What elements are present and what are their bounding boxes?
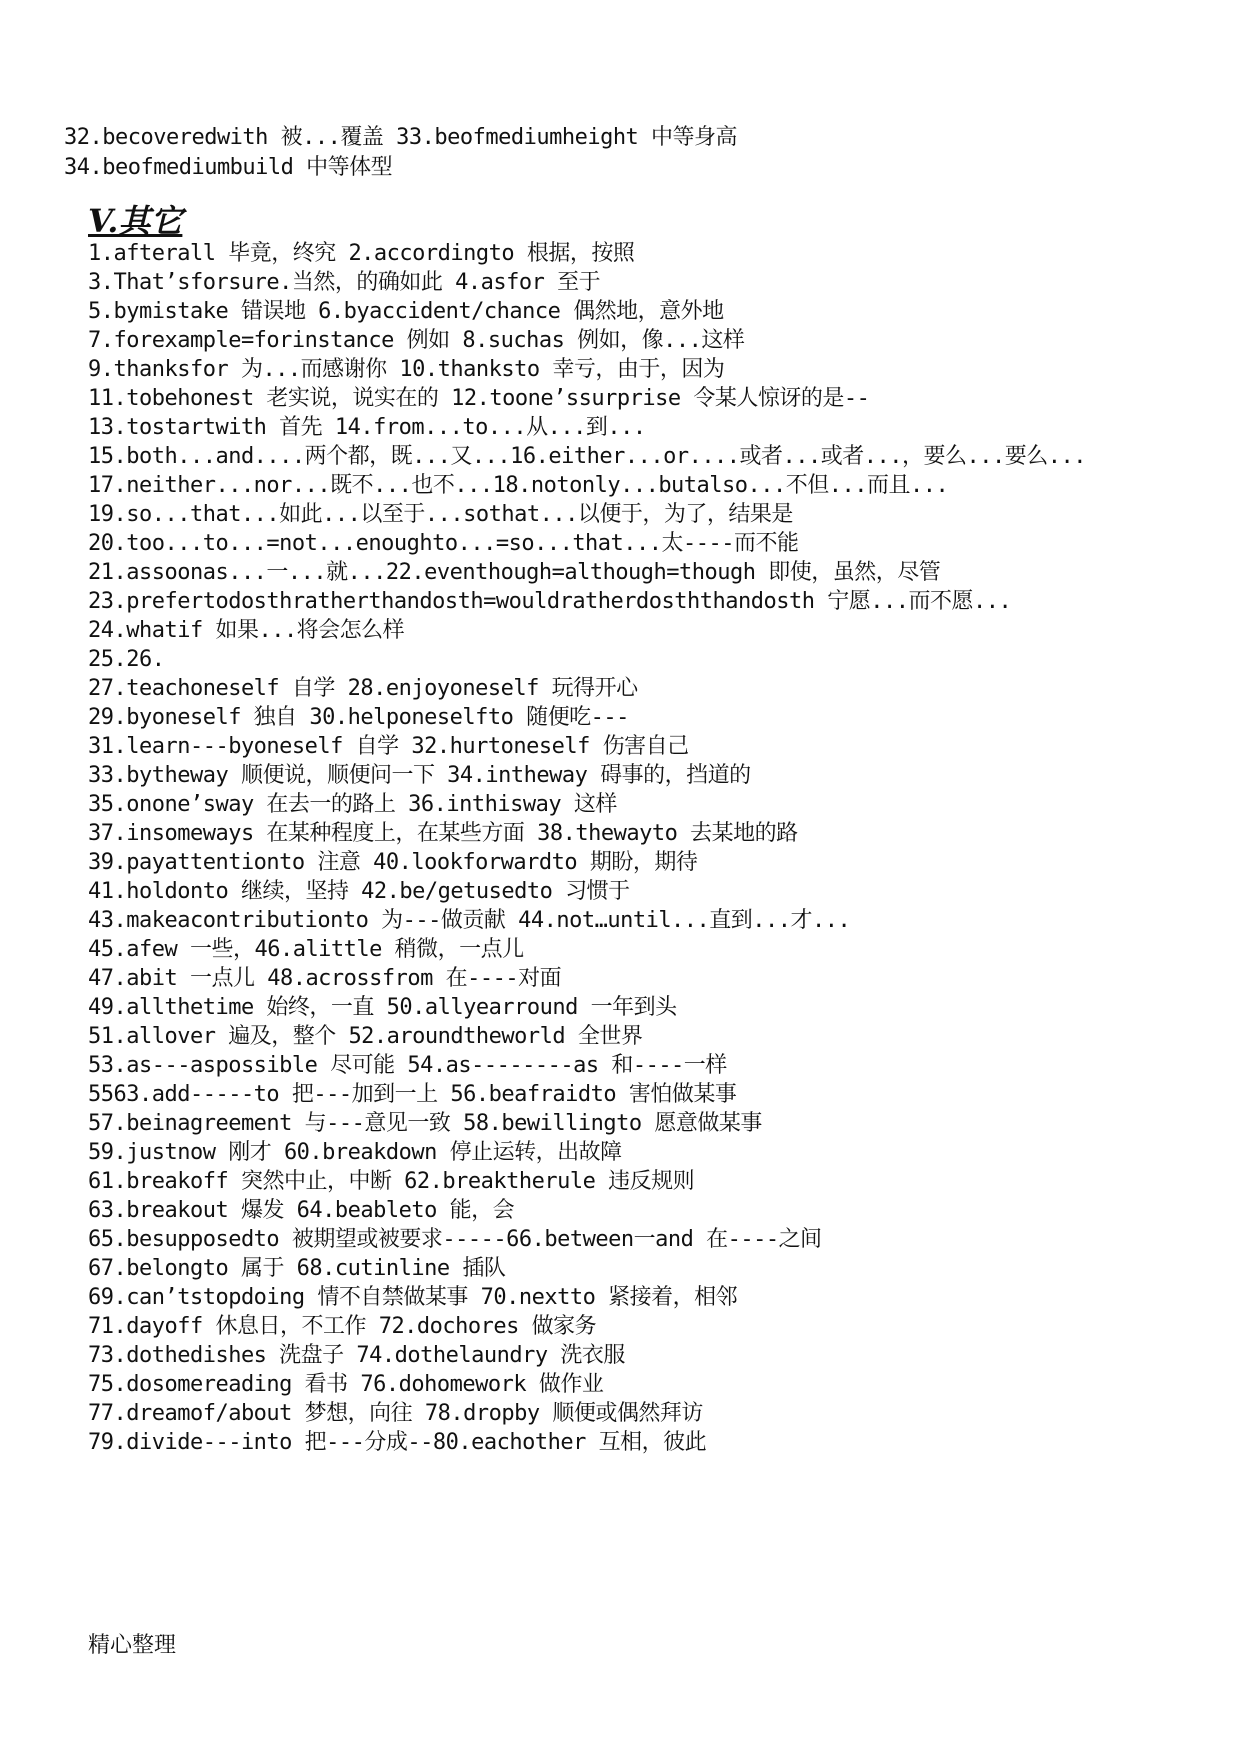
phrase-line: 79.divide---into 把---分成--80.eachother 互相，彼此: [88, 1430, 707, 1455]
phrase-line: 65.besupposedto 被期望或被要求-----66.between一and 在----之间: [88, 1227, 822, 1252]
phrase-line: 37.insomeways 在某种程度上，在某些方面 38.thewayto 去某地的路: [88, 821, 798, 846]
phrase-line: 51.allover 遍及，整个 52.aroundtheworld 全世界: [88, 1024, 643, 1049]
phrase-line: 73.dothedishes 洗盘子 74.dothelaundry 洗衣服: [88, 1343, 625, 1368]
phrase-line: 63.breakout 爆发 64.beableto 能，会: [88, 1198, 515, 1223]
section-heading: V.其它: [88, 202, 183, 240]
phrase-line: 3.That’sforsure.当然，的确如此 4.asfor 至于: [88, 270, 601, 295]
phrase-line: 33.bytheway 顺便说，顺便问一下 34.intheway 碍事的，挡道的: [88, 763, 751, 788]
phrase-line: 23.prefertodosthratherthandosth=wouldratherdosththandosth 宁愿...而不愿...: [88, 589, 1012, 614]
phrase-line: 29.byoneself 独自 30.helponeselfto 随便吃---: [88, 705, 629, 730]
phrase-line: 45.afew 一些，46.alittle 稍微，一点儿: [88, 937, 524, 962]
phrase-line: 53.as---aspossible 尽可能 54.as--------as 和----一样: [88, 1053, 727, 1078]
phrase-line: 1.afterall 毕竟，终究 2.accordingto 根据，按照: [88, 241, 635, 266]
phrase-line: 47.abit 一点儿 48.acrossfrom 在----对面: [88, 966, 562, 991]
phrase-line: 71.dayoff 休息日，不工作 72.dochores 做家务: [88, 1314, 597, 1339]
phrase-line: 27.teachoneself 自学 28.enjoyoneself 玩得开心: [88, 676, 638, 701]
phrase-line: 35.onone’sway 在去一的路上 36.inthisway 这样: [88, 792, 617, 817]
phrase-line: 69.can’tstopdoing 情不自禁做某事 70.nextto 紧接着，相邻: [88, 1285, 738, 1310]
phrase-line: 11.tobehonest 老实说，说实在的 12.toone’ssurprise 令某人惊讶的是--: [88, 386, 870, 411]
phrase-line: 67.belongto 属于 68.cutinline 插队: [88, 1256, 506, 1281]
phrase-line: 21.assoonas...一...就...22.eventhough=although=though 即使，虽然，尽管: [88, 560, 941, 585]
text-line: 32.becoveredwith 被...覆盖 33.beofmediumheight 中等身高: [64, 125, 738, 150]
phrase-line: 57.beinagreement 与---意见一致 58.bewillingto 愿意做某事: [88, 1111, 762, 1136]
footer-text: 精心整理: [88, 1633, 177, 1658]
phrase-line: 77.dreamof/about 梦想，向往 78.dropby 顺便或偶然拜访: [88, 1401, 703, 1426]
phrase-line: 15.both...and....两个都，既...又...16.either...or....或者...或者...，要么...要么...: [88, 444, 1086, 469]
phrase-line: 39.payattentionto 注意 40.lookforwardto 期盼，期待: [88, 850, 698, 875]
phrase-line: 19.so...that...如此...以至于...sothat...以便于，为了，结果是: [88, 502, 793, 527]
phrase-line: 43.makeacontributionto 为---做贡献 44.not…until...直到...才...: [88, 908, 851, 933]
phrase-line: 75.dosomereading 看书 76.dohomework 做作业: [88, 1372, 604, 1397]
phrase-line: 9.thanksfor 为...而感谢你 10.thanksto 幸亏，由于，因为: [88, 357, 725, 382]
phrase-line: 5.bymistake 错误地 6.byaccident/chance 偶然地，意外地: [88, 299, 724, 324]
phrase-line: 41.holdonto 继续，坚持 42.be/getusedto 习惯于: [88, 879, 630, 904]
text-line: 34.beofmediumbuild 中等体型: [64, 155, 393, 180]
phrase-line: 7.forexample=forinstance 例如 8.suchas 例如，像...这样: [88, 328, 745, 353]
phrase-line: 49.allthetime 始终，一直 50.allyearround 一年到头: [88, 995, 677, 1020]
phrase-line: 59.justnow 刚才 60.breakdown 停止运转，出故障: [88, 1140, 622, 1165]
phrase-line: 61.breakoff 突然中止，中断 62.breaktherule 违反规则: [88, 1169, 695, 1194]
phrase-line: 20.too...to...=not...enoughto...=so...that...太----而不能: [88, 531, 799, 556]
phrase-line: 31.learn---byoneself 自学 32.hurtoneself 伤害自己: [88, 734, 689, 759]
phrase-line: 13.tostartwith 首先 14.from...to...从...到...: [88, 415, 646, 440]
phrase-line: 24.whatif 如果...将会怎么样: [88, 618, 405, 643]
phrase-line: 17.neither...nor...既不...也不...18.notonly...butalso...不但...而且...: [88, 473, 949, 498]
phrase-line: 25.26.: [88, 647, 165, 672]
phrase-line: 5563.add-----to 把---加到一上 56.beafraidto 害怕做某事: [88, 1082, 737, 1107]
